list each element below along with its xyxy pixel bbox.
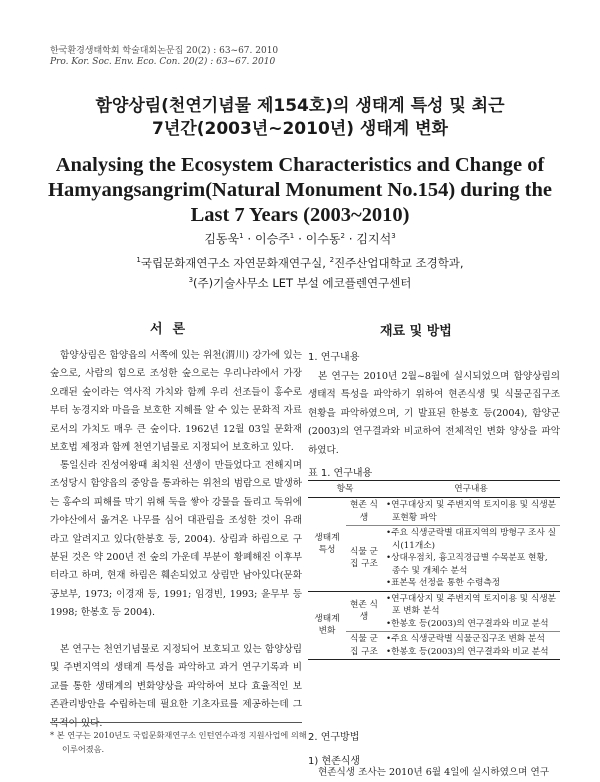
- table-subitem-cell: 현존 식생: [346, 591, 382, 632]
- author-sup: 1: [289, 232, 295, 240]
- table-header-item: 항목: [336, 483, 354, 494]
- table-header-content: 연구내용: [454, 483, 488, 494]
- affiliation-line1: [0, 255, 600, 271]
- author-name: 김지석: [356, 232, 392, 246]
- table-content-cell: [382, 591, 560, 632]
- author-list: 김동욱$^1$ · 이승주$^1$ · 이수동$^2$ · 김지석$^3$: [204, 232, 396, 246]
- section-heading-introduction: 서론: [150, 322, 196, 337]
- table-subitem-cell: 현존 식생: [350, 500, 378, 523]
- author-sup: 3: [391, 232, 396, 240]
- research-content-table: [308, 480, 560, 660]
- table-content-cell: [382, 498, 560, 526]
- title-english-line3: Last 7 Years (2003~2010): [190, 204, 410, 226]
- affiliation-2: 진주산업대학교 조경학과,: [334, 256, 464, 270]
- title-korean-line1: 함양상림(천연기념물 제154호)의 생태계 특성 및 최근: [95, 96, 505, 116]
- subsection-heading-research-content: 1. 연구내용: [308, 352, 360, 363]
- footnote-divider: [50, 722, 302, 723]
- subsection-heading-vegetation: 1) 현존식생: [308, 756, 361, 767]
- title-english-line2: Hamyangsangrim(Natural Monument No.154) during the: [48, 179, 552, 201]
- table-content-item: •한봉호 등(2003)의 연구결과와 비교 분석: [386, 618, 549, 629]
- table-subitem-cell: 식물 군집 구조: [346, 526, 382, 592]
- table-content-cell: [382, 632, 560, 660]
- section-heading-methods: 재료 및 방법: [380, 324, 452, 339]
- affiliation-sup: 3: [188, 276, 194, 285]
- affiliation-sup: 2: [329, 256, 335, 265]
- table-row: [308, 591, 560, 632]
- methods-paragraph-2: 현존식생 조사는 2010년 6월 4일에 실시하였으며 연구: [318, 767, 550, 778]
- table-row: [308, 632, 560, 660]
- author-name: 이승주: [255, 232, 290, 246]
- author-name: 김동욱: [204, 232, 240, 246]
- author-sup: 1: [239, 232, 244, 240]
- affiliation-sup: 1: [136, 256, 141, 265]
- affiliation-1: 국립문화재연구소 자연문화재연구실,: [140, 256, 330, 270]
- table-content-item: •연구대상지 및 주변지역 토지이용 및 식생분포현황 파악: [386, 500, 556, 523]
- table-row: [308, 526, 560, 592]
- table-content-item: •주요 식생군락별 대표지역의 방형구 조사 실시(11개소): [386, 528, 556, 551]
- table-content-item: •연구대상지 및 주변지역 토지이용 및 식생분포 변화 분석: [386, 593, 556, 616]
- affiliation-line2: [0, 275, 600, 291]
- journal-citation-ko: 한국환경생태학회 학술대회논문집 20(2) : 63~67. 2010: [50, 46, 279, 56]
- table-group-cell: 생태계 특성: [314, 532, 340, 556]
- table-row: [308, 498, 560, 526]
- title-english-line1: Analysing the Ecosystem Characteristics and Change of: [55, 154, 545, 176]
- footnote: * 본 연구는 2010년도 국립문화재연구소 인턴연수과정 지원사업에 의해 이루어졌음.: [50, 730, 307, 754]
- intro-paragraph-1: 함양상림은 함양읍의 서쪽에 있는 위천(渭川) 강가에 있는 숲으로, 사람의 힘으로 조성한 숲으로는 우리나라에서 가장 오래된 숲이라는 역사적 가치와 함께 우리 선조들이 홍수로부터 농경지와 마을을 보호한 지혜를 알 수 있는 문화적 자료로서의 가치도 매우 큰 숲이다. 1962년 12월 03일 문화재보호법 제정과 함께 천연기념물로 지정되어 보호하고 있다.: [50, 350, 302, 454]
- table-subitem-cell: 식물 군집 구조: [346, 632, 382, 660]
- author-sup: 2: [340, 232, 345, 240]
- table-content-item: •표본목 선정을 통한 수령측정: [386, 578, 501, 588]
- table-group-cell: 생태계 변화: [308, 591, 346, 660]
- table-content-item: •주요 식생군락별 식물군집구조 변화 분석: [386, 634, 545, 644]
- methods-paragraph-1: 본 연구는 2010년 2월~8월에 실시되었으며 함양상림의 생태적 특성을 파악하기 위하여 현존식생 및 식물군집구조 현황을 파악하였으며, 기 발표된 한봉호 등(2004), 함양군(2003)의 연구결과와 비교하여 전체적인 변화 양상을 파악하였다.: [308, 371, 560, 456]
- intro-paragraph-2: 통일신라 진성여왕때 최치원 선생이 만들었다고 전해지며 조성당시 함양읍의 중앙을 통과하는 위천의 범람으로 발생하는 홍수의 피해를 막기 위해 둑을 쌓아 강물을 돌리고 둑위에 가야산에서 옮겨온 나무를 심어 대관림을 조성한 것이 유래라고 알려지고 있다(한봉호 등, 2004). 상림과 하림으로 구분된 것은 약 200년 전 숲의 가운데 부분이 황폐해진 이후부터라고 하며, 현재 하림은 훼손되었고 상림만 남아있다(문화공보부, 1973; 이경재 등, 1991; 임경빈, 1993; 윤무부 등 1998; 한봉호 등 2004).: [50, 460, 302, 619]
- title-korean-line2: 7년간(2003년~2010년) 생태계 변화: [152, 119, 448, 139]
- intro-paragraph-3: 본 연구는 천연기념물로 지정되어 보호되고 있는 함양상림 및 주변지역의 생태계 특성을 파악하고 과거 연구기록과 비교를 통한 생태계의 변화양상을 파악하여 보다 효율적인 보존관리방안을 수립하는데 필요한 기초자료를 제공하는데 그 목적이 있다.: [50, 644, 302, 729]
- table-caption: 표 1. 연구내용: [308, 468, 373, 479]
- author-name: 이수동: [305, 232, 341, 246]
- subsection-heading-research-method: 2. 연구방법: [308, 732, 360, 743]
- table-content-cell: [382, 526, 560, 592]
- affiliation-3: (주)기술사무소 LET 부설 에코플렌연구센터: [193, 276, 412, 290]
- journal-citation-en: Pro. Kor. Soc. Env. Eco. Con. 20(2) : 63~67. 2010: [50, 57, 276, 67]
- table-content-item: •한봉호 등(2003)의 연구결과와 비교 분석: [386, 646, 549, 657]
- table-content-item: •상대우점치, 흉고직경급별 수목분포 현황, 종수 및 개체수 분석: [386, 553, 548, 576]
